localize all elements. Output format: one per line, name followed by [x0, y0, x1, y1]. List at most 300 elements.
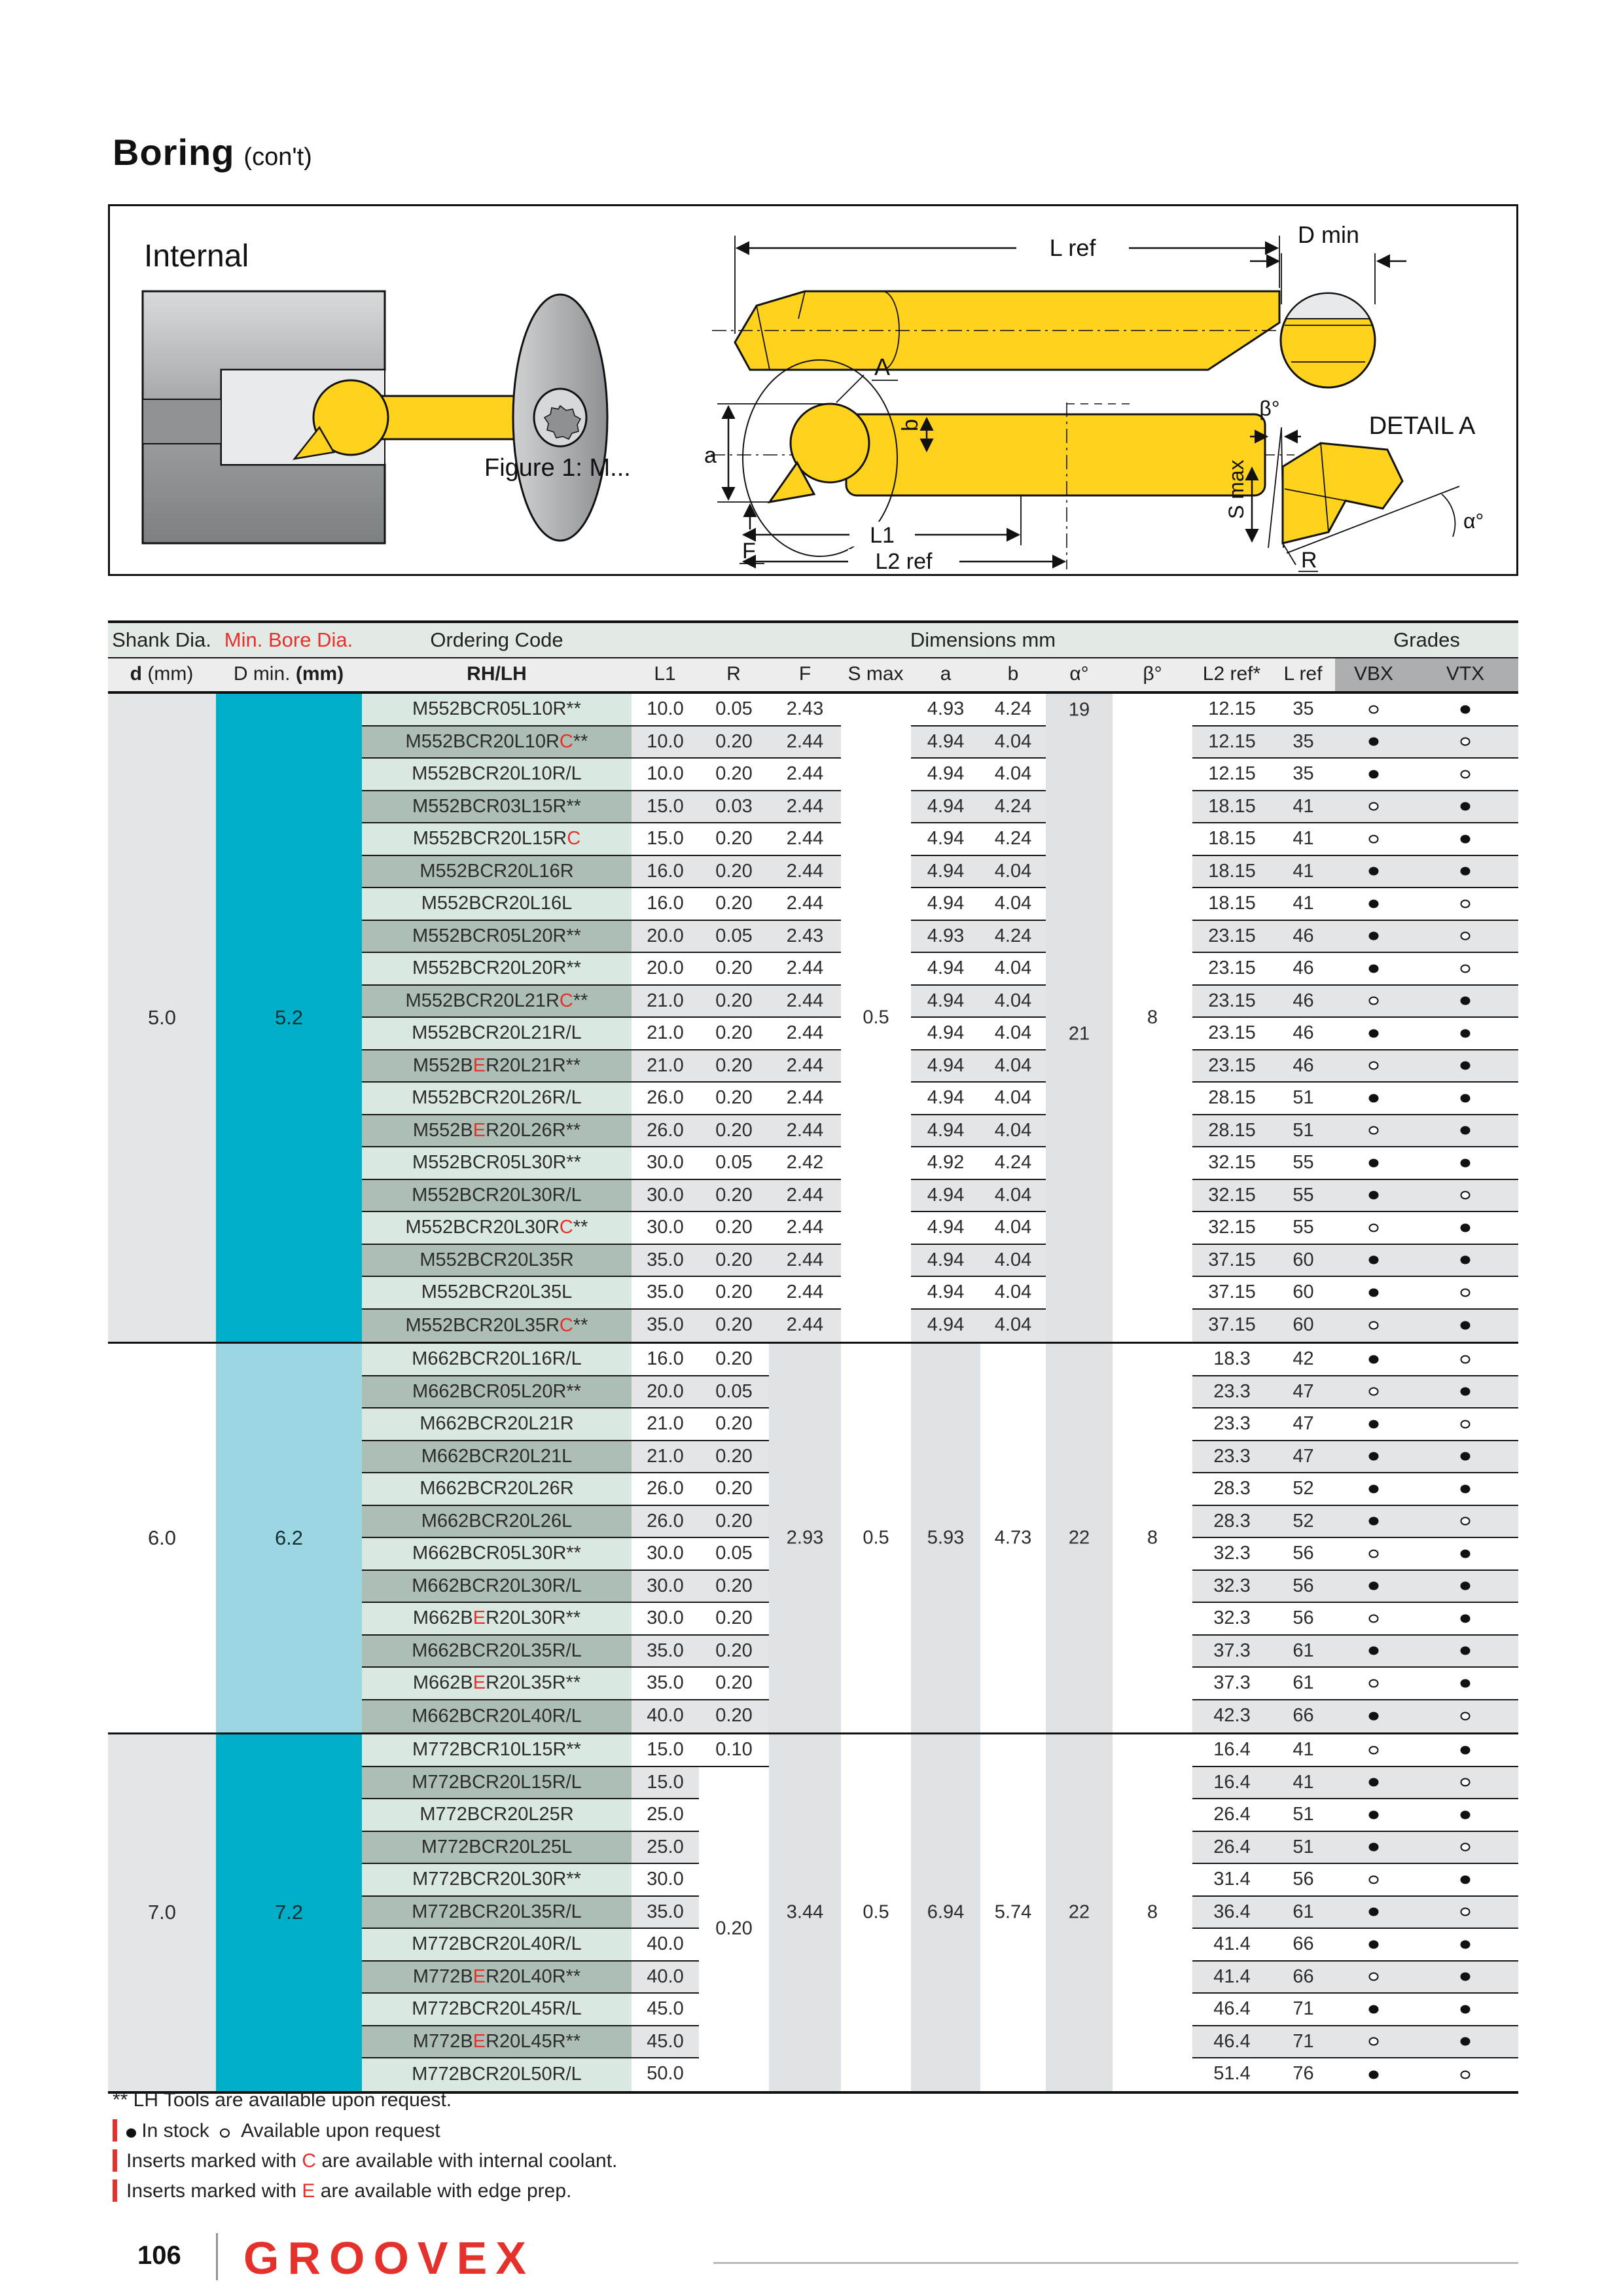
ordering-code-cell [362, 1506, 632, 1537]
cell-b [980, 1245, 1046, 1276]
cell-l2-value: 18.3 [1213, 1348, 1251, 1369]
merged-band-b [980, 1734, 1046, 2091]
cell-l1 [632, 1083, 699, 1114]
page-title-suffix: (con't) [243, 143, 312, 171]
cell-r-value: 0.20 [715, 1249, 753, 1270]
cell-l2 [1192, 1506, 1272, 1537]
grade-dot-vtx [1461, 1843, 1471, 1852]
merged-value-a: 6.94 [927, 1901, 965, 1923]
cell-a-value: 4.94 [927, 1184, 965, 1206]
cell-lref-value: 51 [1293, 1836, 1314, 1857]
cell-r [699, 823, 769, 855]
cell-a [911, 1212, 980, 1244]
cell-b [980, 986, 1046, 1017]
cell-b [980, 726, 1046, 758]
grade-dot-vbx [1369, 1908, 1379, 1916]
grade-dot-vbx [1369, 1940, 1379, 1948]
code-pre: M662B [412, 1607, 473, 1629]
cell-lref-value: 47 [1293, 1445, 1314, 1467]
cell-lref-value: 42 [1293, 1348, 1314, 1369]
cell-f-value: 2.44 [786, 1054, 824, 1076]
cell-lref-value: 51 [1293, 1804, 1314, 1825]
cell-b [980, 953, 1046, 984]
cell-r [699, 1018, 769, 1049]
open-dot-icon [220, 2128, 230, 2138]
cell-b-value: 4.04 [994, 1119, 1032, 1141]
merged-band-r [699, 1767, 769, 2091]
code-red: C [559, 990, 573, 1011]
cell-l1-value: 16.0 [647, 1348, 684, 1369]
ordering-code-cell [362, 1668, 632, 1699]
cell-lref-value: 41 [1293, 893, 1314, 914]
cell-l1 [632, 1408, 699, 1440]
code-post: ** [573, 730, 588, 752]
cell-r [699, 953, 769, 984]
grade-dot-vbx [1369, 1484, 1379, 1493]
grade-dot-vtx [1461, 867, 1471, 876]
cell-r [699, 694, 769, 725]
ordering-code-cell [362, 1832, 632, 1863]
cell-l1-value: 50.0 [647, 2063, 684, 2084]
cell-l1 [632, 856, 699, 888]
cell-b-value: 4.24 [994, 828, 1032, 849]
cell-l2 [1192, 921, 1272, 952]
cell-l1-value: 26.0 [647, 1119, 684, 1141]
cell-lref [1272, 791, 1335, 823]
fig-caption: Figure 1: M... [484, 454, 631, 482]
cell-r-value: 0.20 [715, 1575, 753, 1596]
cell-a-value: 4.94 [927, 958, 965, 978]
cell-a-value: 4.93 [927, 925, 965, 946]
grade-dot-vtx [1461, 1355, 1471, 1363]
cell-l2-value: 18.15 [1208, 893, 1256, 914]
merged-value-alpha: 22 [1068, 1527, 1090, 1549]
cell-l2-value: 32.15 [1208, 1217, 1256, 1238]
cell-lref [1272, 1636, 1335, 1667]
ordering-code-cell [362, 1473, 632, 1505]
code-post: R20L35R** [486, 1672, 581, 1694]
code-pre: M552BCR20L21R/L [412, 1022, 582, 1044]
merged-band-smax [841, 1344, 911, 1732]
footnote-legend: In stock Available upon request [113, 2119, 440, 2142]
cell-l2 [1192, 823, 1272, 855]
cell-b [980, 791, 1046, 823]
merged-value-alpha-first: 19 [1068, 699, 1090, 721]
cell-l2-value: 28.15 [1208, 1087, 1256, 1108]
cell-lref [1272, 1473, 1335, 1505]
code-pre: M772BCR20L50R/L [412, 2064, 582, 2085]
product-table [108, 620, 1518, 2094]
grade-dot-vtx [1461, 1029, 1471, 1037]
ordering-code-cell [362, 1799, 632, 1831]
cell-lref [1272, 1962, 1335, 1993]
col-alpha: α° [1069, 663, 1089, 685]
grade-dot-vbx [1369, 834, 1379, 843]
grade-dot-vtx [1461, 1517, 1471, 1526]
cell-l1-value: 15.0 [647, 1739, 684, 1760]
cell-lref-value: 46 [1293, 1054, 1314, 1076]
cell-l1 [632, 759, 699, 790]
cell-f-value: 2.44 [786, 730, 824, 752]
cell-l2-value: 32.3 [1213, 1575, 1251, 1596]
cell-f [769, 856, 841, 888]
cell-lref [1272, 1050, 1335, 1082]
grade-dot-vtx [1461, 1908, 1471, 1916]
cell-l2-value: 23.15 [1208, 990, 1256, 1011]
cell-lref [1272, 1408, 1335, 1440]
cell-r [699, 986, 769, 1017]
col-vtx: VTX [1446, 663, 1485, 685]
cell-lref-value: 56 [1293, 1543, 1314, 1564]
cell-b-value: 4.04 [994, 1217, 1032, 1238]
cell-l2-value: 41.4 [1213, 1933, 1251, 1954]
cell-l1 [632, 921, 699, 952]
min-bore-dia-cell [216, 1344, 362, 1732]
grade-dot-vtx [1461, 1973, 1471, 1981]
grade-dot-vtx [1461, 738, 1471, 746]
cell-l1 [632, 1864, 699, 1895]
cell-l1-value: 45.0 [647, 2030, 684, 2052]
code-post: R20L21R** [486, 1054, 581, 1076]
cell-l1-value: 21.0 [647, 1054, 684, 1076]
grade-dot-vbx [1369, 1582, 1379, 1590]
cell-l1-value: 25.0 [647, 1836, 684, 1857]
cell-l2-value: 18.15 [1208, 860, 1256, 882]
merged-value-beta: 8 [1147, 1901, 1158, 1923]
cell-lref-value: 56 [1293, 1575, 1314, 1596]
ordering-code-cell [362, 1767, 632, 1799]
fig-label-dim-b: b [898, 419, 923, 431]
cell-l2 [1192, 1180, 1272, 1211]
merged-band-f [769, 1344, 841, 1732]
ordering-code-cell [362, 1050, 632, 1082]
cell-l2 [1192, 1083, 1272, 1114]
cell-l2-value: 51.4 [1213, 2063, 1251, 2084]
merged-band-alpha [1046, 1734, 1113, 2091]
grade-dot-vtx [1461, 1420, 1471, 1428]
cell-b-value: 4.04 [994, 860, 1032, 882]
grade-dot-vtx [1461, 932, 1471, 941]
cell-l1-value: 35.0 [647, 1249, 684, 1270]
cell-b-value: 4.04 [994, 1022, 1032, 1043]
cell-b-value: 4.24 [994, 795, 1032, 817]
cell-r [699, 1115, 769, 1147]
cell-b [980, 1147, 1046, 1179]
min-bore-dia-cell [216, 1734, 362, 2091]
cell-a [911, 953, 980, 984]
code-red: C [559, 730, 573, 752]
min-bore-dia-value: 5.2 [274, 1006, 304, 1029]
cell-l2-value: 16.4 [1213, 1771, 1251, 1793]
code-pre: M552BCR20L35R [405, 1314, 560, 1336]
cell-l1 [632, 1506, 699, 1537]
cell-f-value: 2.43 [786, 698, 824, 719]
grade-dot-vbx [1369, 964, 1379, 973]
cell-f [769, 1018, 841, 1049]
cell-a-value: 4.94 [927, 893, 965, 914]
cell-a [911, 986, 980, 1017]
cell-l2 [1192, 1962, 1272, 1993]
cell-f [769, 1115, 841, 1147]
cell-lref-value: 61 [1293, 1672, 1314, 1693]
cell-r [699, 726, 769, 758]
cell-b-value: 4.04 [994, 990, 1032, 1011]
col-r: R [726, 663, 741, 685]
cell-l1 [632, 1767, 699, 1799]
grade-dot-vtx [1461, 899, 1471, 908]
cell-r [699, 1668, 769, 1699]
grade-dot-vtx [1461, 1321, 1471, 1330]
cell-lref [1272, 759, 1335, 790]
cell-r-value: 0.20 [715, 828, 753, 849]
grade-dot-vtx [1461, 1614, 1471, 1623]
min-bore-dia-value: 6.2 [274, 1526, 304, 1549]
code-red: E [473, 1607, 486, 1629]
cell-l2 [1192, 1344, 1272, 1375]
cell-l2 [1192, 1571, 1272, 1602]
cell-f-value: 2.44 [786, 990, 824, 1011]
cell-l1 [632, 986, 699, 1017]
grade-dot-vtx [1461, 1223, 1471, 1232]
cell-a-value: 4.94 [927, 860, 965, 882]
fig-label-alpha: α° [1463, 509, 1484, 533]
ordering-code-cell [362, 888, 632, 920]
cell-l1 [632, 1636, 699, 1667]
cell-l2-value: 23.3 [1213, 1413, 1251, 1434]
cell-b-value: 4.04 [994, 893, 1032, 914]
cell-r-value: 0.20 [715, 1087, 753, 1108]
cell-f [769, 986, 841, 1017]
cell-lref-value: 60 [1293, 1314, 1314, 1335]
cell-r-value: 0.03 [715, 795, 753, 817]
cell-l1-value: 20.0 [647, 958, 684, 978]
col-b: b [1007, 663, 1019, 685]
cell-l2 [1192, 986, 1272, 1017]
grade-dot-vbx [1369, 1029, 1379, 1037]
figure-box [108, 204, 1518, 576]
fig-label-r: R [1301, 548, 1317, 573]
cell-r [699, 1344, 769, 1375]
cell-l2 [1192, 2058, 1272, 2091]
ordering-code-cell [362, 1310, 632, 1342]
table-header-groups [108, 620, 1518, 658]
merged-value-smax: 0.5 [863, 1527, 889, 1549]
cell-b [980, 1018, 1046, 1049]
cell-l2 [1192, 1929, 1272, 1960]
cell-b-value: 4.04 [994, 1282, 1032, 1302]
code-pre: M552BCR20L15R [412, 828, 567, 850]
cell-lref [1272, 1538, 1335, 1570]
footer-divider [216, 2233, 218, 2280]
ordering-code-cell [362, 1962, 632, 1993]
cell-r-value: 0.20 [715, 1478, 753, 1499]
cell-l2-value: 41.4 [1213, 1965, 1251, 1987]
shank-dia-value: 7.0 [147, 1901, 177, 1924]
ordering-code-cell [362, 823, 632, 855]
cell-lref [1272, 1115, 1335, 1147]
cell-l1-value: 21.0 [647, 1413, 684, 1434]
ordering-code-cell [362, 1180, 632, 1211]
table-row [362, 1245, 1518, 1278]
code-pre: M662BCR20L26L [421, 1510, 573, 1532]
cell-f-value: 2.44 [786, 1022, 824, 1043]
cell-l2-value: 37.15 [1208, 1249, 1256, 1270]
cell-l1 [632, 726, 699, 758]
fig-label-l-ref: L ref [1049, 234, 1096, 261]
code-pre: M772BCR10L15R** [412, 1739, 581, 1761]
filled-dot-icon [126, 2128, 136, 2138]
cell-b [980, 888, 1046, 920]
cell-lref [1272, 1994, 1335, 2025]
code-pre: M662BCR20L26R [419, 1478, 574, 1499]
cell-lref-value: 71 [1293, 1998, 1314, 2019]
cell-lref-value: 46 [1293, 990, 1314, 1011]
cell-a-value: 4.94 [927, 763, 965, 784]
code-pre: M772B [412, 2030, 473, 2052]
cell-a-value: 4.94 [927, 1022, 965, 1043]
merged-value-alpha: 22 [1068, 1901, 1090, 1923]
cell-l1-value: 10.0 [647, 698, 684, 719]
cell-r-value: 0.20 [715, 1314, 753, 1335]
code-pre: M552B [412, 1119, 473, 1141]
cell-lref-value: 56 [1293, 1607, 1314, 1628]
cell-lref-value: 35 [1293, 730, 1314, 752]
table-row [362, 1083, 1518, 1115]
brand-logo: GROOVEX [243, 2233, 535, 2284]
grade-dot-vbx [1369, 1191, 1379, 1200]
code-post: R20L40R** [486, 1965, 581, 1987]
cell-r-value: 0.20 [715, 1217, 753, 1238]
ordering-code-cell [362, 1083, 632, 1114]
fig-label-dim-f: F [742, 539, 756, 564]
cell-l2-value: 28.3 [1213, 1478, 1251, 1499]
cell-l2-value: 18.15 [1208, 795, 1256, 817]
table-row [362, 921, 1518, 954]
fig-label-detail-ref: A [874, 353, 891, 380]
cell-l1 [632, 1344, 699, 1375]
grade-dot-vtx [1461, 834, 1471, 843]
cell-l2-value: 37.15 [1208, 1314, 1256, 1335]
cell-b [980, 921, 1046, 952]
merged-value-beta: 8 [1147, 1007, 1158, 1028]
cell-lref [1272, 1700, 1335, 1733]
cell-lref-value: 51 [1293, 1119, 1314, 1141]
cell-l2-value: 37.3 [1213, 1672, 1251, 1693]
cell-lref [1272, 1734, 1335, 1766]
cell-l1 [632, 2026, 699, 2058]
cell-lref-value: 41 [1293, 860, 1314, 882]
code-red: C [559, 1217, 573, 1238]
code-red: C [567, 828, 581, 850]
ordering-code-cell [362, 1344, 632, 1375]
cell-lref-value: 52 [1293, 1478, 1314, 1499]
grade-dot-vbx [1369, 997, 1379, 1005]
merged-band-beta [1113, 694, 1192, 1342]
header-grades: Grades [1393, 628, 1460, 651]
ordering-code-cell [362, 1277, 632, 1308]
cell-r-value: 0.20 [715, 1672, 753, 1693]
cell-l1-value: 15.0 [647, 828, 684, 849]
cell-r-value: 0.20 [715, 1282, 753, 1302]
boring-tool-diagram [110, 206, 1516, 574]
cell-l1 [632, 888, 699, 920]
ordering-code-cell [362, 1115, 632, 1147]
code-pre: M662BCR05L20R** [412, 1380, 581, 1402]
cell-l1 [632, 1734, 699, 1766]
cell-f [769, 759, 841, 790]
fig-heading: Internal [144, 239, 249, 274]
cell-f [769, 1083, 841, 1114]
table-row [362, 1147, 1518, 1180]
cell-r-value: 0.20 [715, 1607, 753, 1628]
cell-l1 [632, 694, 699, 725]
cell-b-value: 4.04 [994, 1249, 1032, 1270]
fig-label-beta: β° [1259, 397, 1280, 420]
col-lref: L ref [1283, 663, 1323, 685]
cell-a-value: 4.93 [927, 698, 965, 719]
merged-band-smax [841, 1734, 911, 2091]
cell-l2 [1192, 726, 1272, 758]
ordering-code-cell [362, 1571, 632, 1602]
cell-l2-value: 32.15 [1208, 1152, 1256, 1173]
table-row [362, 791, 1518, 824]
cell-r [699, 1083, 769, 1114]
internal-boring-illustration [143, 291, 607, 543]
table-group [108, 694, 1518, 1344]
cell-r [699, 791, 769, 823]
code-pre: M772BCR20L40R/L [412, 1933, 582, 1955]
code-post: ** [573, 990, 588, 1011]
code-pre: M552BCR20L10R/L [412, 763, 582, 785]
table-row [362, 759, 1518, 791]
col-a: a [940, 663, 952, 685]
cell-l2 [1192, 1147, 1272, 1179]
col-beta: β° [1143, 663, 1162, 685]
cell-f-value: 2.44 [786, 958, 824, 978]
grade-dot-vtx [1461, 1452, 1471, 1461]
grade-dot-vtx [1461, 1288, 1471, 1297]
code-pre: M552BCR20L20R** [412, 958, 581, 979]
cell-r-value: 0.20 [715, 730, 753, 752]
fig-label-l2-ref: L2 ref [875, 549, 933, 574]
cell-lref [1272, 1180, 1335, 1211]
table-row [362, 726, 1518, 759]
cell-l2 [1192, 856, 1272, 888]
ordering-code-cell [362, 921, 632, 952]
cell-b [980, 1115, 1046, 1147]
code-red: E [473, 1054, 486, 1076]
cell-lref [1272, 921, 1335, 952]
cell-l2-value: 46.4 [1213, 2030, 1251, 2052]
cell-lref [1272, 1832, 1335, 1863]
ordering-code-cell [362, 726, 632, 758]
red-bar-icon [113, 2179, 117, 2202]
page-title [113, 131, 312, 173]
cell-l2-value: 28.3 [1213, 1510, 1251, 1532]
table-header-columns [108, 658, 1518, 694]
cell-lref-value: 61 [1293, 1640, 1314, 1661]
cell-a-value: 4.94 [927, 1119, 965, 1141]
code-pre: M552BCR20L30R [405, 1217, 560, 1238]
footnote-coolant: Inserts marked with C are available with internal coolant. [113, 2149, 617, 2172]
grade-dot-vbx [1369, 1549, 1379, 1558]
code-pre: M662BCR05L30R** [412, 1543, 581, 1564]
cell-l2 [1192, 1115, 1272, 1147]
cell-l1-value: 40.0 [647, 1965, 684, 1987]
cell-f [769, 953, 841, 984]
grade-dot-vtx [1461, 802, 1471, 811]
cell-l1-value: 20.0 [647, 1380, 684, 1402]
